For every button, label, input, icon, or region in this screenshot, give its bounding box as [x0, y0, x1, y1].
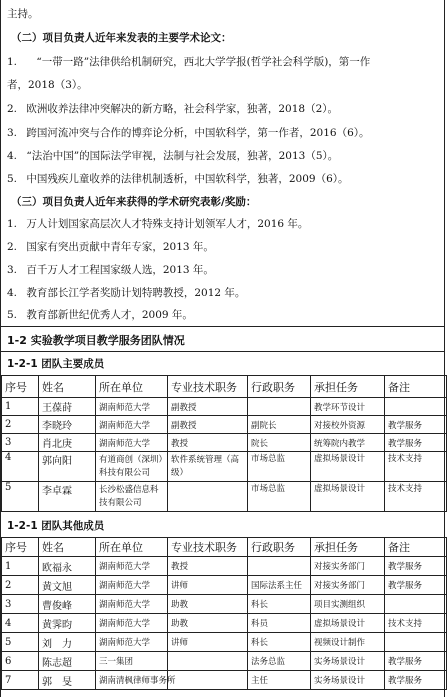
- col-header: 姓名: [39, 538, 96, 557]
- table-header-row: [2, 376, 447, 398]
- col-header: 序号: [2, 538, 39, 557]
- paper-item-2: [7, 102, 338, 116]
- row-name: 欧福永: [39, 557, 96, 576]
- row-no: 1: [2, 557, 39, 576]
- row-note: 技术支持: [385, 452, 447, 482]
- row-unit: 湖南师范大学: [96, 633, 168, 652]
- other-team-title: 1-2-1 团队其他成员: [7, 520, 105, 532]
- paper-item-5: [7, 172, 349, 186]
- col-header: 承担任务: [311, 376, 385, 398]
- row-name: 陈志超: [39, 652, 96, 671]
- award-text: 教育部新世纪优秀人才，2009 年。: [26, 309, 193, 321]
- row-note: 教学服务: [385, 652, 447, 671]
- row-unit: 湖南师范大学: [96, 614, 168, 633]
- table-row: [2, 633, 447, 652]
- row-tech: [168, 652, 248, 671]
- row-admin: 市场总监: [248, 482, 311, 512]
- paper-item-1: [7, 55, 370, 69]
- row-unit: 三一集团: [96, 652, 168, 671]
- row-no: 6: [2, 652, 39, 671]
- row-task: 实务场景设计: [311, 671, 385, 690]
- paper-num: 1.: [7, 56, 18, 68]
- row-no: 1: [2, 398, 39, 416]
- row-name: 郭 旻: [39, 671, 96, 690]
- row-note: 技术支持: [385, 482, 447, 512]
- table-header-row: [2, 538, 447, 557]
- table-row: [2, 557, 447, 576]
- row-admin: 副院长: [248, 416, 311, 434]
- table-row: [2, 671, 447, 690]
- row-task: 视频设计制作: [311, 633, 385, 652]
- row-tech: 教授: [168, 434, 248, 452]
- col-header: 备注: [385, 376, 447, 398]
- row-unit: 湖南清枫律师事务所: [96, 671, 168, 690]
- row-admin: 主任: [248, 671, 311, 690]
- col-header: 所在单位: [96, 538, 168, 557]
- paper-num: 2.: [7, 103, 18, 115]
- row-note: 教学服务: [385, 576, 447, 595]
- awards-heading: （三）项目负责人近年来获得的学术研究表彰/奖励：: [11, 196, 257, 208]
- row-unit: 湖南师范大学: [96, 557, 168, 576]
- row-task: 对接校外资源: [311, 416, 385, 434]
- award-item-5: [7, 308, 193, 322]
- row-note: 教学服务: [385, 416, 447, 434]
- row-no: 4: [2, 614, 39, 633]
- table-row: [2, 416, 447, 434]
- col-header: 专业技术职务: [168, 376, 248, 398]
- row-admin: 市场总监: [248, 452, 311, 482]
- award-item-3: [7, 263, 214, 277]
- row-task: 项目实测组织: [311, 595, 385, 614]
- award-item-1: [7, 217, 308, 231]
- row-task: 虚拟场景设计: [311, 452, 385, 482]
- row-name: 曹俊峰: [39, 595, 96, 614]
- row-tech: 讲师: [168, 633, 248, 652]
- table-row: [2, 482, 447, 512]
- row-name: 郭向阳: [39, 452, 96, 482]
- row-note: [385, 633, 447, 652]
- row-no: 7: [2, 671, 39, 690]
- row-no: 2: [2, 576, 39, 595]
- table-row: [2, 595, 447, 614]
- row-admin: 国际法系主任: [248, 576, 311, 595]
- papers-heading: （二）项目负责人近年来发表的主要学术论文：: [11, 32, 232, 44]
- paper-text: 跨国河流冲突与合作的博弈论分析，中国软科学，第一作者，2016（6）。: [26, 127, 370, 139]
- row-admin: [248, 398, 311, 416]
- row-unit: 湖南师范大学: [96, 576, 168, 595]
- paper-text: “一带一路”法律供给机制研究，西北大学学报(哲学社会科学版)，第一作: [36, 56, 371, 68]
- row-tech: 助教: [168, 614, 248, 633]
- row-admin: 法务总监: [248, 652, 311, 671]
- paper-num: 4.: [7, 150, 18, 162]
- row-tech: 助教: [168, 595, 248, 614]
- row-tech: 讲师: [168, 576, 248, 595]
- other-team-table: [1, 537, 447, 690]
- award-num: 4.: [7, 287, 18, 299]
- row-no: 5: [2, 482, 39, 512]
- row-no: 3: [2, 595, 39, 614]
- section-title: 1-2 实验教学项目教学服务团队情况: [7, 334, 185, 347]
- row-note: [385, 595, 447, 614]
- row-tech: 副教授: [168, 398, 248, 416]
- table-row: [2, 652, 447, 671]
- paper-item-3: [7, 126, 370, 140]
- section-divider: [1, 326, 444, 327]
- row-note: 教学服务: [385, 557, 447, 576]
- row-tech: 软件系统管理（高级）: [168, 452, 248, 482]
- section-divider: [1, 351, 444, 352]
- award-text: 百千万人才工程国家级人选，2013 年。: [26, 264, 214, 276]
- award-num: 5.: [7, 309, 18, 321]
- row-name: 王葆莳: [39, 398, 96, 416]
- col-header: 序号: [2, 376, 39, 398]
- row-no: 5: [2, 633, 39, 652]
- row-note: [385, 398, 447, 416]
- row-tech: [168, 671, 248, 690]
- paper-text: 中国残疾儿童收养的法律机制透析，中国软科学，独著，2009（6）。: [26, 173, 349, 185]
- row-name: 黄霁昀: [39, 614, 96, 633]
- row-admin: 科长: [248, 633, 311, 652]
- col-header: 姓名: [39, 376, 96, 398]
- award-text: 国家有突出贡献中青年专家，2013 年。: [26, 241, 214, 253]
- award-num: 2.: [7, 241, 18, 253]
- row-task: 教学环节设计: [311, 398, 385, 416]
- col-header: 专业技术职务: [168, 538, 248, 557]
- row-no: 3: [2, 434, 39, 452]
- row-tech: 副教授: [168, 416, 248, 434]
- col-header: 所在单位: [96, 376, 168, 398]
- paper-text: 欧洲收养法律冲突解决的新方略，社会科学家，独著，2018（2）。: [26, 103, 339, 115]
- row-name: 肖北庚: [39, 434, 96, 452]
- table-row: [2, 452, 447, 482]
- col-header: 行政职务: [248, 376, 311, 398]
- row-task: 虚拟场景设计: [311, 614, 385, 633]
- row-unit: 湖南师范大学: [96, 595, 168, 614]
- paper-num: 3.: [7, 127, 18, 139]
- table-row: [2, 398, 447, 416]
- row-name: 黄文旭: [39, 576, 96, 595]
- award-num: 3.: [7, 264, 18, 276]
- table-row: [2, 614, 447, 633]
- intro-line: 主持。: [7, 8, 39, 20]
- paper-item-1-cont: 者，2018（3）。: [7, 79, 88, 91]
- row-admin: 科长: [248, 595, 311, 614]
- award-item-4: [7, 286, 245, 300]
- col-header: 行政职务: [248, 538, 311, 557]
- row-name: 李晓玲: [39, 416, 96, 434]
- row-name: 刘 力: [39, 633, 96, 652]
- row-admin: 院长: [248, 434, 311, 452]
- row-unit: 湖南师范大学: [96, 434, 168, 452]
- paper-num: 5.: [7, 173, 18, 185]
- paper-text: “法治中国”的国际法学审视，法制与社会发展，独著，2013（5）。: [26, 150, 339, 162]
- award-num: 1.: [7, 218, 18, 230]
- row-task: 实务场景设计: [311, 652, 385, 671]
- col-header: 备注: [385, 538, 447, 557]
- main-team-title: 1-2-1 团队主要成员: [7, 358, 105, 370]
- row-admin: [248, 557, 311, 576]
- row-note: 教学服务: [385, 671, 447, 690]
- row-no: 2: [2, 416, 39, 434]
- main-team-table: [1, 375, 447, 512]
- table-row: [2, 576, 447, 595]
- row-task: 统筹院内教学: [311, 434, 385, 452]
- award-text: 教育部长江学者奖励计划特聘教授，2012 年。: [26, 287, 246, 299]
- row-name: 李卓霖: [39, 482, 96, 512]
- row-tech: [168, 482, 248, 512]
- paper-item-4: [7, 149, 338, 163]
- row-task: 对接实务部门: [311, 557, 385, 576]
- row-note: 技术支持: [385, 614, 447, 633]
- row-unit: 有道商创（深圳）科技有限公司: [96, 452, 168, 482]
- award-item-2: [7, 240, 214, 254]
- row-admin: 科员: [248, 614, 311, 633]
- row-note: 教学服务: [385, 434, 447, 452]
- row-task: 虚拟场景设计: [311, 482, 385, 512]
- row-unit: 长沙松盛信息科技有限公司: [96, 482, 168, 512]
- row-unit: 湖南师范大学: [96, 416, 168, 434]
- col-header: 承担任务: [311, 538, 385, 557]
- table-row: [2, 434, 447, 452]
- award-text: 万人计划国家高层次人才特殊支持计划领军人才，2016 年。: [26, 218, 309, 230]
- row-unit: 湖南师范大学: [96, 398, 168, 416]
- row-tech: 教授: [168, 557, 248, 576]
- row-no: 4: [2, 452, 39, 482]
- row-task: 对接实务部门: [311, 576, 385, 595]
